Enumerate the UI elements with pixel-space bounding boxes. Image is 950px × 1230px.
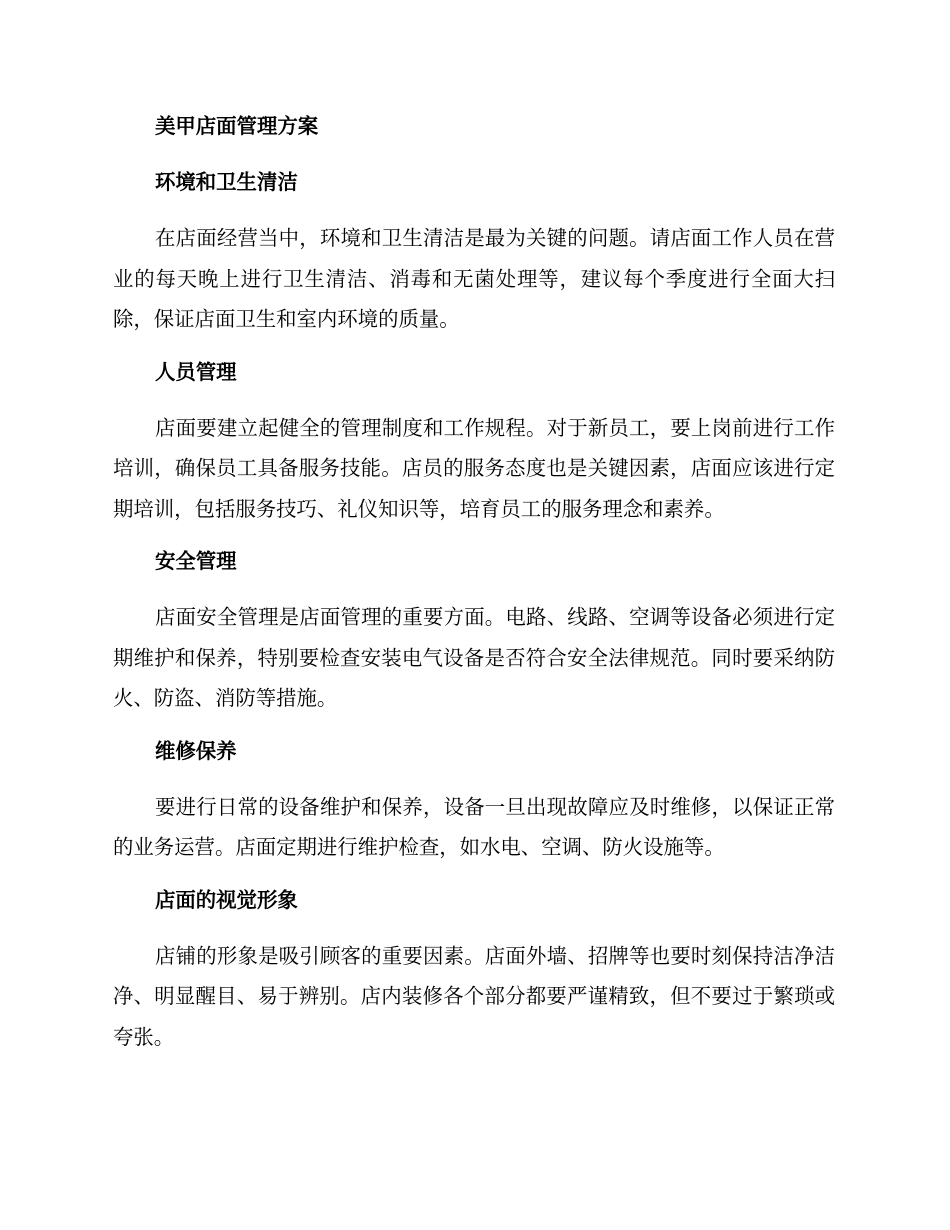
section-heading-environment: 环境和卫生清洁 (155, 170, 298, 194)
document-title: 美甲店面管理方案 (155, 114, 319, 138)
section-body-maintenance: 要进行日常的设备维护和保养，设备一旦出现故障应及时维修，以保证正常的业务运营。店面定期进行维护检查，如水电、空调、防火设施等。 (113, 794, 835, 859)
section-body-personnel: 店面要建立起健全的管理制度和工作规程。对于新员工，要上岗前进行工作培训，确保员工具备服务技能。店员的服务态度也是关键因素，店面应该进行定期培训，包括服务技巧、礼仪知识等，培育员工的服务理念和素养。 (113, 415, 835, 521)
section-heading-safety: 安全管理 (155, 549, 237, 573)
document-content (113, 108, 835, 1057)
section-heading-visual-image: 店面的视觉形象 (155, 887, 298, 912)
section-heading-maintenance: 维修保养 (155, 738, 237, 763)
section-body-environment: 在店面经营当中，环境和卫生清洁是最为关键的问题。请店面工作人员在营业的每天晚上进行卫生清洁、消毒和无菌处理等，建议每个季度进行全面大扫除，保证店面卫生和室内环境的质量。 (113, 226, 835, 331)
section-body-visual-image: 店铺的形象是吸引顾客的重要因素。店面外墙、招牌等也要时刻保持洁净洁净、明显醒目、易于辨别。店内装修各个部分都要严谨精致，但不要过于繁琐或夸张。 (113, 943, 835, 1049)
section-heading-personnel: 人员管理 (155, 359, 237, 384)
section-body-safety: 店面安全管理是店面管理的重要方面。电路、线路、空调等设备必须进行定期维护和保养，特别要检查安装电气设备是否符合安全法律规范。同时要采纳防火、防盗、消防等措施。 (113, 605, 835, 710)
